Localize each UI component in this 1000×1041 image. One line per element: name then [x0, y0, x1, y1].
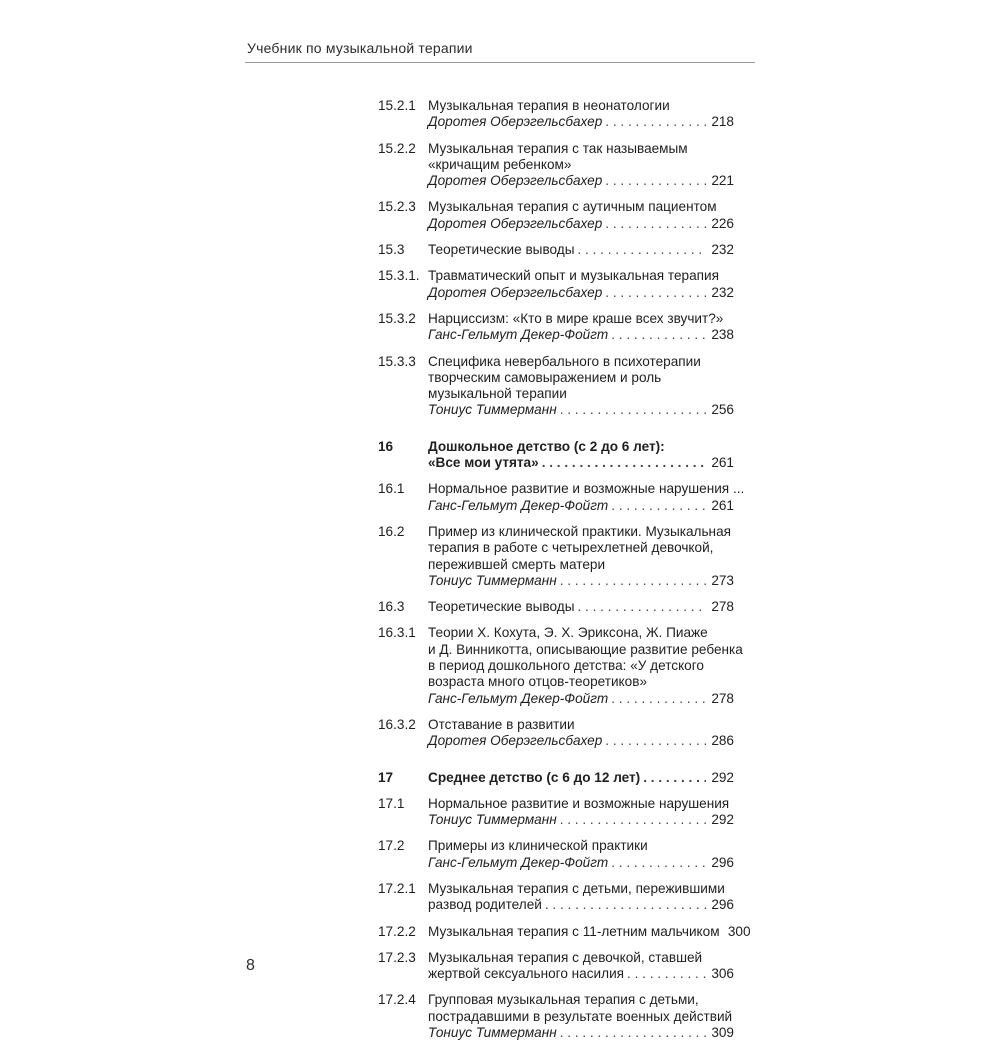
entry-number: 17.1: [378, 795, 405, 811]
entry-author: Доротея Оберэгельсбахер: [428, 215, 603, 231]
toc-entry: [378, 881, 758, 914]
entry-title-line: музыкальной терапии: [428, 386, 567, 402]
entry-page-number: 296: [711, 854, 734, 870]
dot-leader: [560, 1025, 706, 1041]
entry-title-line: развод родителей: [428, 897, 542, 913]
toc-entry: [378, 524, 758, 589]
dot-leader: [560, 812, 706, 828]
entry-title-line: Отставание в развитии: [428, 716, 575, 732]
entry-number: 16.3: [378, 599, 405, 615]
entry-title-line: Теоретические выводы: [428, 599, 575, 615]
entry-page-number: 292: [711, 812, 734, 828]
entry-title-line: Музыкальная терапия с детьми, пережившими: [428, 880, 725, 896]
entry-number: 15.3: [378, 242, 405, 258]
entry-title-line: Музыкальная терапия с 11-летним мальчиком: [428, 923, 720, 939]
entry-number: 17.2.3: [378, 949, 416, 965]
entry-author: Тониус Тиммерманн: [428, 402, 557, 418]
dot-leader: [545, 897, 706, 913]
entry-title-line: терапия в работе с четырехлетней девочкой,: [428, 540, 714, 556]
entry-page-number: 261: [711, 497, 734, 513]
toc-entry: [378, 141, 758, 190]
entry-author: Тониус Тиммерманн: [428, 572, 557, 588]
toc-entry: [378, 354, 758, 419]
entry-number: 15.2.2: [378, 140, 416, 156]
toc-entry: [378, 599, 758, 615]
entry-author: Доротея Оберэгельсбахер: [428, 114, 603, 130]
entry-title-line: Групповая музыкальная терапия с детьми,: [428, 992, 699, 1008]
entry-number: 17: [378, 769, 394, 785]
dot-leader: [605, 173, 706, 189]
toc-chapter-entry: [378, 439, 758, 472]
entry-page-number: 292: [711, 769, 734, 785]
toc-chapter-entry: [378, 770, 758, 786]
toc-entry: [378, 950, 758, 983]
dot-leader: [611, 327, 706, 343]
entry-page-number: 286: [711, 733, 734, 749]
dot-leader: [605, 216, 706, 232]
toc-entry: [378, 625, 758, 706]
entry-title-line: Травматический опыт и музыкальная терапия: [428, 268, 719, 284]
entry-author: Тониус Тиммерманн: [428, 1025, 557, 1041]
entry-page-number: 226: [711, 215, 734, 231]
entry-page-number: 278: [711, 690, 734, 706]
page-number: 8: [246, 957, 255, 974]
entry-title-line: Музыкальная терапия с аутичным пациентом: [428, 199, 717, 215]
dot-leader: [560, 402, 706, 418]
entry-page-number: 232: [711, 242, 734, 258]
toc-entry: [378, 242, 758, 258]
entry-title-line: Нормальное развитие и возможные нарушения ...: [428, 481, 745, 497]
entry-number: 17.2: [378, 838, 405, 854]
entry-title-line: и Д. Винникотта, описывающие развитие ребенка: [428, 641, 743, 657]
entry-title-line: Специфика невербального в психотерапии: [428, 353, 701, 369]
entry-number: 17.2.4: [378, 992, 416, 1008]
toc-entry: [378, 268, 758, 301]
dot-leader: [611, 855, 706, 871]
entry-title-line: творческим самовыражением и роль: [428, 369, 662, 385]
entry-title-line: в период дошкольного детства: «У детского: [428, 658, 704, 674]
entry-author: Ганс-Гельмут Декер-Фойгт: [428, 327, 609, 343]
entry-title-line: пережившей смерть матери: [428, 556, 606, 572]
dot-leader: [560, 573, 706, 589]
entry-author: Тониус Тиммерманн: [428, 812, 557, 828]
entry-title-line: Музыкальная терапия с так называемым: [428, 140, 688, 156]
entry-title-line: Музыкальная терапия в неонатологии: [428, 98, 670, 113]
entry-author: Ганс-Гельмут Декер-Фойгт: [428, 854, 609, 870]
entry-author: Доротея Оберэгельсбахер: [428, 173, 603, 189]
running-header-title: Учебник по музыкальной терапии: [247, 40, 473, 56]
toc-entry: [378, 199, 758, 232]
dot-leader: [578, 599, 707, 615]
entry-number: 16.3.2: [378, 716, 416, 732]
toc-entry: [378, 796, 758, 829]
entry-number: 16.1: [378, 481, 405, 497]
entry-title-line: Нарциссизм: «Кто в мире краше всех звучит?»: [428, 310, 724, 326]
entry-author: Доротея Оберэгельсбахер: [428, 284, 603, 300]
entry-page-number: 309: [711, 1025, 734, 1041]
entry-title-line: Теории Х. Кохута, Э. Х. Эриксона, Ж. Пиаже: [428, 625, 708, 641]
entry-title-line: возраста много отцов-теоретиков»: [428, 674, 647, 690]
toc-entry: [378, 924, 758, 940]
entry-page-number: 300: [727, 923, 751, 939]
entry-page-number: 232: [711, 284, 734, 300]
dot-leader: [605, 733, 706, 749]
entry-number: 15.3.2: [378, 310, 416, 326]
entry-number: 15.2.3: [378, 199, 416, 215]
entry-author: Ганс-Гельмут Декер-Фойгт: [428, 497, 609, 513]
entry-page-number: 261: [711, 455, 734, 471]
entry-page-number: 238: [711, 327, 734, 343]
toc-entry: [378, 311, 758, 344]
dot-leader: [605, 285, 706, 301]
entry-number: 16.2: [378, 523, 405, 539]
entry-title-line: Теоретические выводы: [428, 242, 575, 258]
entry-number: 17.2.1: [378, 880, 416, 896]
entry-author: Доротея Оберэгельсбахер: [428, 733, 603, 749]
entry-page-number: 306: [711, 966, 734, 982]
entry-page-number: 278: [711, 599, 734, 615]
dot-leader: [643, 770, 706, 786]
toc-entry: [378, 838, 758, 871]
entry-page-number: 218: [711, 114, 734, 130]
dot-leader: [578, 242, 707, 258]
entry-page-number: 273: [711, 572, 734, 588]
toc-entry: [378, 98, 758, 131]
dot-leader: [627, 966, 706, 982]
dot-leader: [611, 691, 706, 707]
entry-number: 16: [378, 438, 394, 454]
entry-page-number: 221: [711, 173, 734, 189]
entry-title-line: Примеры из клинической практики: [428, 838, 648, 854]
entry-number: 15.3.1.: [378, 268, 420, 284]
entry-page-number: 256: [711, 402, 734, 418]
entry-title-line: Среднее детство (с 6 до 12 лет): [428, 769, 641, 785]
entry-title-line: пострадавшими в результате военных действий: [428, 1008, 733, 1024]
table-of-contents: [378, 98, 758, 1041]
entry-page-number: 296: [711, 897, 734, 913]
header-divider: [245, 62, 755, 63]
entry-number: 17.2.2: [378, 923, 416, 939]
dot-leader: [605, 114, 706, 130]
toc-entry: [378, 481, 758, 514]
entry-number: 15.3.3: [378, 353, 416, 369]
entry-title-line: «Все мои утята»: [428, 455, 539, 471]
entry-title-line: Пример из клинической практики. Музыкальная: [428, 523, 731, 539]
toc-entry: [378, 717, 758, 750]
entry-number: 16.3.1: [378, 625, 416, 641]
entry-number: 15.2.1: [378, 98, 416, 113]
entry-title-line: Дошкольное детство (с 2 до 6 лет):: [428, 438, 665, 454]
entry-title-line: «кричащим ребенком»: [428, 156, 572, 172]
entry-title-line: жертвой сексуального насилия: [428, 966, 625, 982]
entry-title-line: Музыкальная терапия с девочкой, ставшей: [428, 949, 703, 965]
entry-title-line: Нормальное развитие и возможные нарушения: [428, 795, 730, 811]
dot-leader: [542, 455, 706, 471]
dot-leader: [611, 498, 706, 514]
entry-author: Ганс-Гельмут Декер-Фойгт: [428, 690, 609, 706]
